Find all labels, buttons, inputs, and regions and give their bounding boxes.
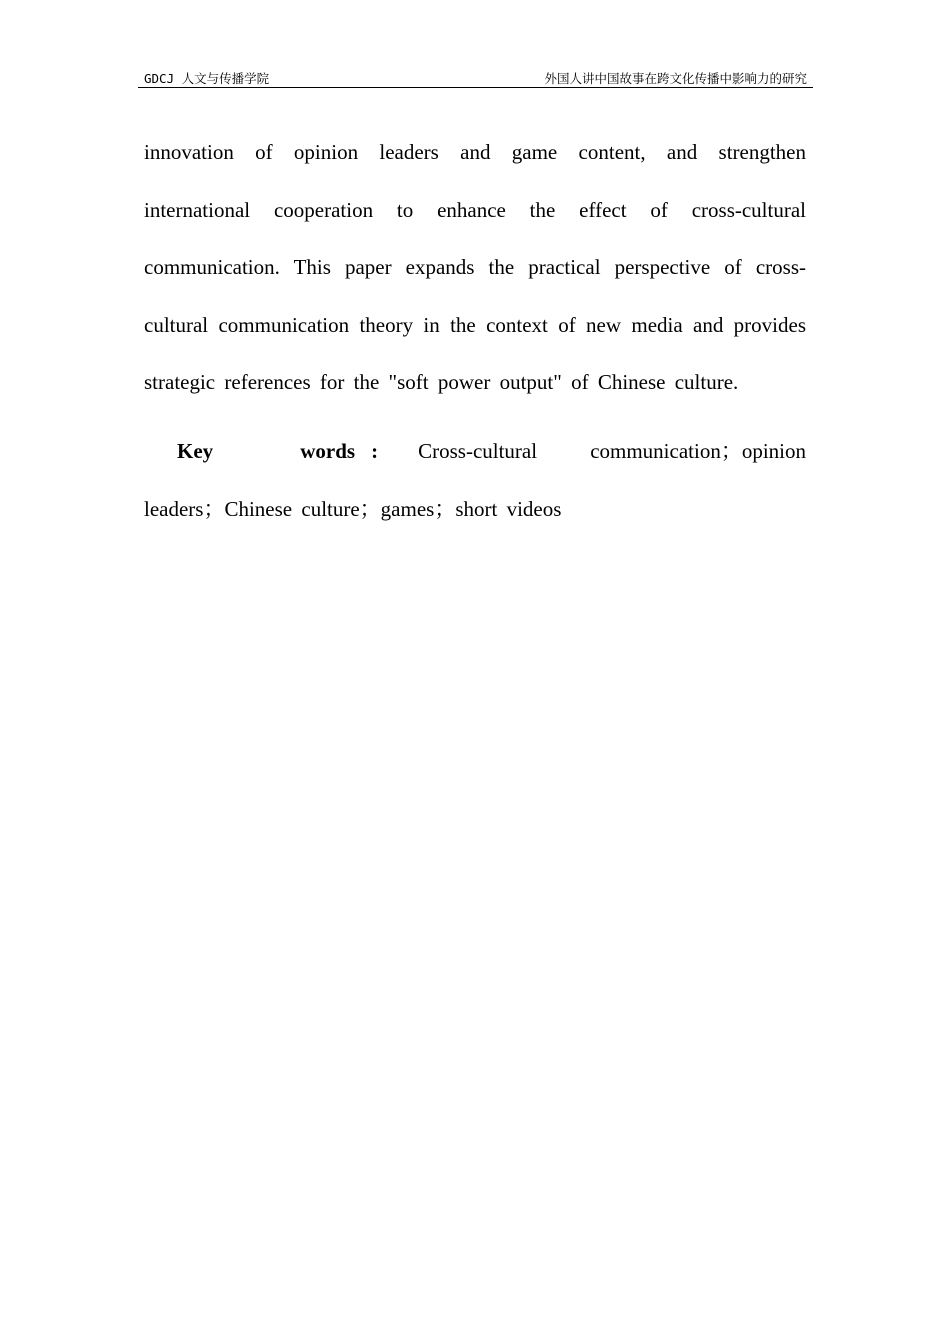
abstract-section — [144, 124, 806, 538]
page-header — [138, 70, 813, 88]
keywords-colon: : — [371, 438, 379, 463]
keywords-list: Cross-cultural communication；opinion leaders；Chinese culture；games；short videos — [144, 438, 806, 521]
keywords-paragraph — [144, 422, 806, 538]
keywords-label: Key words — [177, 438, 356, 463]
header-institution: GDCJ 人文与传播学院 — [144, 71, 270, 86]
abstract-paragraph: innovation of opinion leaders and game content, and strengthen international cooperation to enhance the effect of cross-cultural communication. This paper expands the practical perspective of cross-cultural communication theory in the context of new media and provides strategic references for the "soft power output" of Chinese culture. — [144, 140, 806, 394]
header-paper-title: 外国人讲中国故事在跨文化传播中影响力的研究 — [544, 71, 807, 86]
